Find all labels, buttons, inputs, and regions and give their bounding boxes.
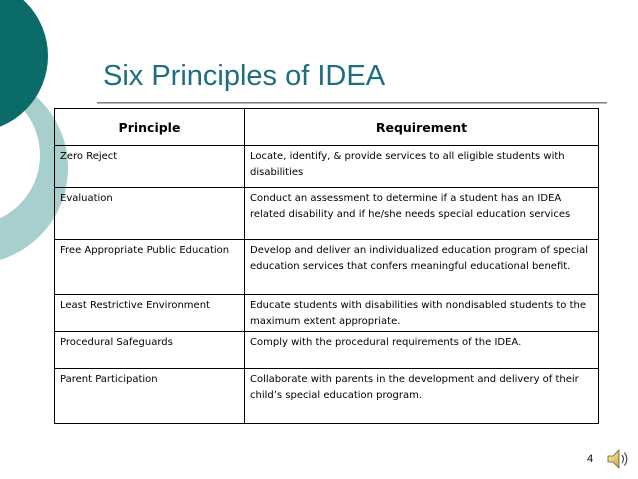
requirement-cell: Develop and deliver an individualized education program of special education services that confers meaningful educational benefit. <box>245 240 599 295</box>
principle-cell: Zero Reject <box>55 146 245 188</box>
principles-table <box>54 108 599 424</box>
requirement-cell: Locate, identify, & provide services to all eligible students with disabilities <box>245 146 599 188</box>
page-number: 4 <box>587 453 594 465</box>
principle-cell: Evaluation <box>55 188 245 240</box>
slide-title: Six Principles of IDEA <box>103 60 386 92</box>
table-row <box>55 332 599 369</box>
table-row <box>55 146 599 188</box>
header-requirement: Requirement <box>245 109 599 146</box>
principle-cell: Parent Participation <box>55 369 245 424</box>
speaker-icon[interactable] <box>606 447 630 471</box>
table-header-row <box>55 109 599 146</box>
table-row <box>55 369 599 424</box>
table-row <box>55 240 599 295</box>
requirement-cell: Educate students with disabilities with nondisabled students to the maximum extent appropriate. <box>245 295 599 332</box>
principle-cell: Free Appropriate Public Education <box>55 240 245 295</box>
requirement-cell: Comply with the procedural requirements of the IDEA. <box>245 332 599 369</box>
requirement-cell: Conduct an assessment to determine if a student has an IDEA related disability and if he/she needs special education services <box>245 188 599 240</box>
table-row <box>55 188 599 240</box>
table-row <box>55 295 599 332</box>
header-principle: Principle <box>55 109 245 146</box>
principle-cell: Least Restrictive Environment <box>55 295 245 332</box>
requirement-cell: Collaborate with parents in the development and delivery of their child’s special education program. <box>245 369 599 424</box>
principle-cell: Procedural Safeguards <box>55 332 245 369</box>
title-underline <box>97 102 607 104</box>
